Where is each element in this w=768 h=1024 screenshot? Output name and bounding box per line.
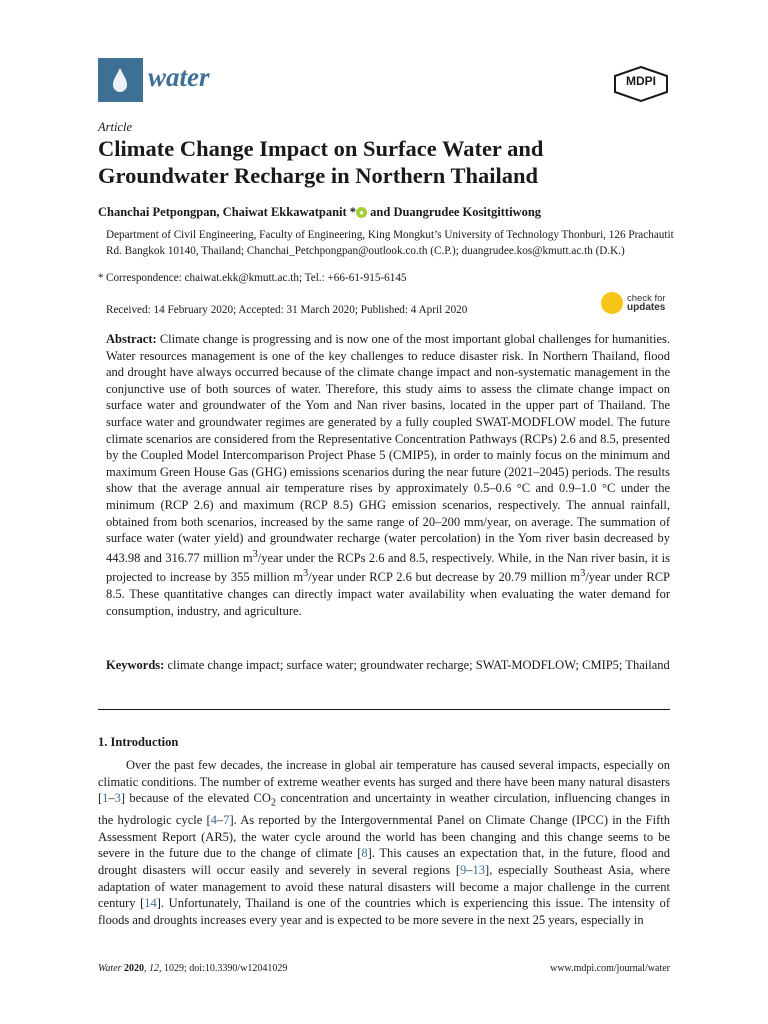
citation-link[interactable]: 8 bbox=[361, 846, 368, 861]
intro-text: ]. Unfortunately, Thailand is one of the countries which is experiencing this issue. The intensity of floods and droughts increases every year and is expected to be more severe in the next 25 years, especially in bbox=[98, 896, 670, 927]
section-divider bbox=[98, 709, 670, 710]
journal-logo bbox=[98, 58, 143, 102]
intro-dash: – bbox=[216, 813, 224, 828]
authors-part-1: Chanchai Petpongpan, Chaiwat Ekkawatpanit * bbox=[98, 205, 357, 219]
footer-journal: Water bbox=[98, 963, 122, 974]
correspondence bbox=[98, 271, 676, 287]
citation-link[interactable]: 7 bbox=[223, 813, 230, 828]
citation-link[interactable]: 1 bbox=[102, 791, 109, 806]
publication-dates: Received: 14 February 2020; Accepted: 31 March 2020; Published: 4 April 2020 bbox=[106, 304, 468, 316]
intro-text: ]. This causes an expectation that, in the future, flood and drought disasters will occur easily and severely in several regions [ bbox=[98, 846, 670, 878]
orcid-icon[interactable]: ● bbox=[356, 207, 367, 218]
journal-url[interactable]: www.mdpi.com/journal/water bbox=[550, 963, 670, 974]
citation-link[interactable]: 13 bbox=[472, 863, 486, 878]
water-drop-icon bbox=[98, 58, 143, 102]
superscript: 3 bbox=[303, 568, 309, 580]
superscript: 3 bbox=[580, 568, 586, 580]
superscript: 3 bbox=[252, 548, 258, 560]
citation-link[interactable]: 14 bbox=[144, 896, 157, 911]
correspondence-text: Correspondence: chaiwat.ekk@kmutt.ac.th; Tel.: +66-61-915-6145 bbox=[106, 272, 407, 284]
citation-footer bbox=[98, 963, 287, 974]
section-heading: 1. Introduction bbox=[98, 735, 179, 749]
journal-name: water bbox=[148, 62, 210, 92]
citation-link[interactable]: 9 bbox=[460, 863, 467, 878]
footer-volume: , 12 bbox=[144, 963, 160, 974]
abstract-text-1: Climate change is progressing and is now one of the most important global challenges for humanities. Water resources management is one of the key challenges to reduce disaster risk. In Northern Thailand, flood and drought have always occurred because of the climate change impact and non-systematic management in the conjunctive use of both sources of water. Therefore, this study aims to assess the climate change impact on surface water and groundwater of the Yom and Nan river basins, located in the upper part of Thailand. The surface water and groundwater regimes are generated by a fully coupled SWAT-MODFLOW model. The future climate scenarios are considered from the Representative Concentration Pathways (RCPs) 2.6 and 8.5, presented by the Coupled Model Intercomparison Project Phase 5 (CMIP5), in order to mainly focus on the minimum and maximum Green House Gas (GHG) emissions scenarios during the near future (2021–2045) periods. The results show that the average annual air temperature rises by approximately 0.5–0.6 °C and 0.9–1.0 °C under the minimum (RCP 2.6) and maximum (RCP 8.5) GHG emission scenarios, respectively. The annual rainfall, obtained from both scenarios, increased by the same range of 20–200 mm/year, on average. The summation of surface water (water yield) and groundwater recharge (water percolation) in the Yom river basin decreased by 443.98 and 316.77 million m bbox=[106, 332, 670, 565]
authors-part-2: and Duangrudee Kositgittiwong bbox=[367, 205, 542, 219]
paper-title: Climate Change Impact on Surface Water and Groundwater Recharge in Northern Thailand bbox=[98, 136, 544, 188]
citation-link[interactable]: 4 bbox=[210, 813, 217, 828]
abstract-text-2: /year under the RCPs 2.6 and 8.5, respectively. While, in the Nan river basin, it is projected to increase by 355 million m bbox=[106, 550, 671, 585]
citation-link[interactable]: 3 bbox=[114, 791, 121, 806]
introduction-paragraph bbox=[98, 757, 670, 928]
abstract-text-4: /year under RCP 8.5. These quantitative changes can directly impact water availability when evaluating the water demand for consumption, industry, and agriculture. bbox=[106, 570, 670, 618]
intro-text: concentration and uncertainty in weather circulation, influencing changes in the hydrologic cycle [ bbox=[98, 791, 671, 828]
intro-text: ] because of the elevated CO bbox=[120, 791, 271, 806]
abstract bbox=[106, 331, 670, 619]
subscript: 2 bbox=[270, 797, 277, 809]
updates-line-1: check for bbox=[627, 293, 666, 304]
abstract-label: Abstract: bbox=[106, 332, 157, 346]
intro-dash: – bbox=[108, 791, 115, 806]
intro-text: ], especially Southeast Asia, where adaptation of water management to avoid these natural disasters will become a major challenge in the current century [ bbox=[98, 863, 670, 911]
author-list bbox=[98, 205, 678, 220]
footer-year: 2020 bbox=[121, 963, 145, 974]
keywords-text: climate change impact; surface water; groundwater recharge; SWAT-MODFLOW; CMIP5; Thailand bbox=[164, 658, 670, 672]
intro-dash: – bbox=[466, 863, 473, 878]
updates-line-2: updates bbox=[627, 302, 666, 313]
publisher-name: MDPI bbox=[626, 74, 656, 88]
keywords-label: Keywords: bbox=[106, 658, 165, 672]
correspondence-star: * bbox=[98, 272, 104, 284]
article-type: Article bbox=[98, 120, 133, 134]
footer-doi: , 1029; doi:10.3390/w12041029 bbox=[159, 963, 288, 974]
abstract-text-3: /year under RCP 2.6 but decrease by 20.79 million m bbox=[308, 570, 581, 585]
keywords bbox=[106, 657, 670, 674]
affiliation: Department of Civil Engineering, Faculty of Engineering, King Mongkut’s University of Technology Thonburi, 126 Prachautit Rd. Bangkok 10140, Thailand; Chanchai_Petchpongpan@outlook.co.th (C.P.); duangrudee.kos@kmutt.ac.th (D.K.) bbox=[106, 229, 674, 257]
intro-text: Over the past few decades, the increase in global air temperature has caused several impacts, especially on climatic conditions. The number of extreme weather events has surged and there have been many natural disasters [ bbox=[98, 758, 670, 806]
updates-check-icon bbox=[601, 292, 623, 314]
check-for-updates-badge[interactable] bbox=[601, 292, 671, 318]
intro-text: ]. As reported by the Intergovernmental Panel on Climate Change (IPCC) in the Fifth Assessment Report (AR5), the water cycle around the world has been changing and this change seems to be severe in the future due to the change of climate [ bbox=[98, 813, 670, 861]
